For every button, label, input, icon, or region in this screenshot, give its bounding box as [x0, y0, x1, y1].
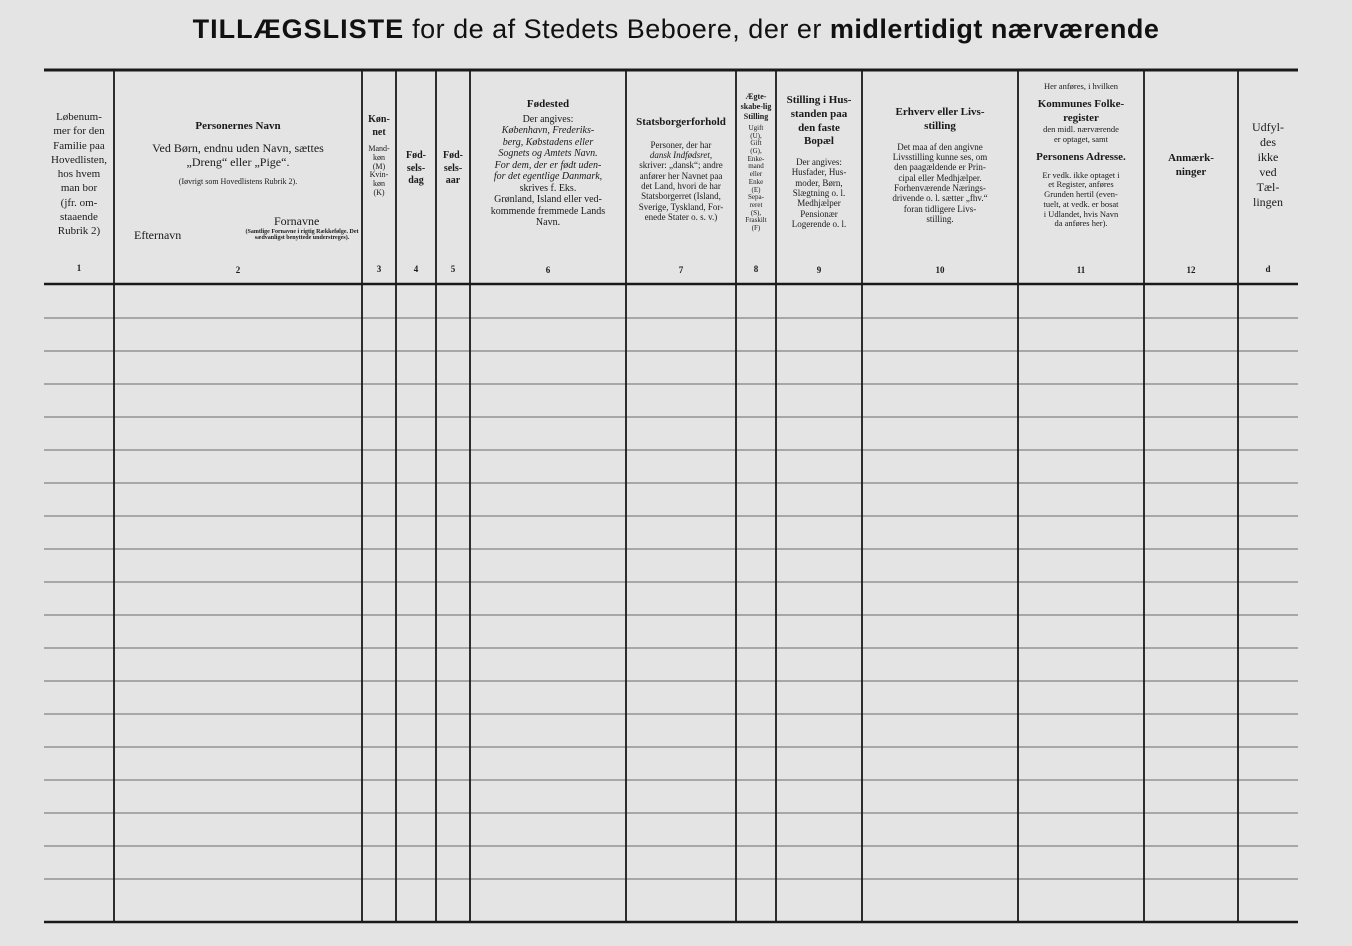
col-2-line: (Iøvrigt som Hovedlistens Rubrik 2). [178, 177, 298, 187]
header-line: drivende o. l. sætter „fhv.“ [892, 193, 988, 204]
name-subheads [114, 215, 362, 257]
header-line: Livsstilling kunne ses, om [892, 151, 988, 162]
header-line: (M) [372, 161, 386, 171]
col-caption: Køn-net [368, 114, 390, 138]
col-caption: Fød-sels-aar [443, 150, 463, 186]
header-line: Sognets og Amtets Navn. [498, 148, 598, 160]
header-line: Kvin- [369, 170, 389, 180]
header-line: stilling. [926, 213, 954, 224]
header-line: Gift [750, 139, 762, 148]
header-line: Sverige, Tyskland, For- [638, 201, 724, 212]
header-line: et Register, anføres [1048, 179, 1114, 190]
header-line: Medhjælper [797, 198, 841, 209]
header-line: (U), [750, 131, 762, 140]
given-names-label: Fornavne [274, 214, 320, 228]
header-line: er optaget, samt [1053, 134, 1109, 145]
header-line: i Udlandet, hvis Navn [1043, 208, 1119, 219]
col-number: d [1265, 263, 1271, 274]
header-line: tuelt, at vedk. er bosat [1043, 198, 1119, 209]
header-line: Personer, der har [650, 139, 712, 150]
col-1-text [51, 110, 107, 239]
header-line: (F) [751, 223, 761, 232]
title-main: TILLÆGSLISTE [192, 14, 405, 44]
col-number: 2 [235, 264, 241, 275]
header-line: man bor [60, 182, 98, 195]
col-number: 12 [1186, 264, 1196, 275]
col-header-10 [862, 70, 1018, 275]
header-line: den midl. nærværende [1043, 124, 1119, 135]
header-line: dansk Indfødsret, [649, 150, 713, 161]
header-line: (S), [750, 208, 762, 217]
header-line: foran tidligere Livs- [903, 203, 977, 214]
col-header-d [1238, 70, 1298, 275]
header-line: Rubrik 2) [57, 225, 101, 238]
col-number: 11 [1076, 264, 1086, 275]
header-line: (G), [750, 147, 762, 156]
header-line: køn [372, 179, 385, 189]
header-line: Enke- [747, 154, 765, 163]
header-line: det Land, hvori de har [641, 181, 721, 192]
col-number: 3 [376, 264, 382, 275]
col-11-text [1043, 125, 1119, 145]
col-10-text [892, 142, 987, 225]
col-caption: Ægte-skabe-lig Stilling [740, 92, 772, 121]
header-line: berg, Købstadens eller [502, 136, 594, 148]
col-number: 9 [816, 264, 822, 275]
col-9-text [792, 157, 847, 229]
header-line: eller [749, 170, 763, 179]
title-emph: midlertidigt nærværende [829, 14, 1160, 44]
col-header-5 [436, 70, 470, 275]
header-line: reret [749, 200, 763, 209]
header-line: mand [748, 162, 764, 171]
header-line: hos hvem [57, 168, 101, 181]
header-line: Ugift [748, 124, 764, 132]
col-3-text [368, 145, 389, 198]
header-line: anfører her Navnet paa [639, 170, 723, 181]
header-line: cipal eller Medhjælper. [898, 172, 982, 183]
header-line: København, Frederiks- [501, 125, 595, 137]
header-line: ved [1259, 165, 1277, 179]
col-number: 7 [678, 264, 684, 275]
header-line: Løbenum- [56, 111, 102, 123]
col-caption: Anmærk-ninger [1168, 152, 1214, 178]
header-line: Grønland, Island eller ved- [494, 194, 602, 206]
header-line: køn [372, 152, 385, 162]
col-caption: Kommunes Folke-register [1037, 97, 1125, 124]
header-line: Tæl- [1256, 180, 1280, 194]
header-line: Der angives: [796, 157, 842, 167]
header-line: Familie paa [53, 139, 105, 152]
col-caption: Erhverv eller Livs-stilling [895, 106, 985, 132]
header-line: Slægtning o. l. [792, 188, 846, 199]
col-number: 5 [450, 264, 456, 275]
col-header-4 [396, 70, 436, 275]
header-line: Hovedlisten, [51, 153, 107, 166]
header-line: Sepa- [748, 193, 764, 202]
col-caption: Personernes Navn [195, 120, 281, 132]
col-caption: Stilling i Hus-standen paa den faste Bopæl [786, 94, 852, 148]
header-line: ikke [1257, 150, 1279, 164]
header-line: Det maa af den angivne [897, 141, 983, 152]
col-caption-2: Personens Adresse. [1036, 150, 1126, 163]
col-header-1 [44, 70, 114, 275]
col-7-text [639, 140, 724, 223]
header-line: Enke [748, 177, 764, 186]
header-line: For dem, der er født uden- [494, 159, 602, 171]
col-11-pre: Her anføres, i hvilken [1043, 81, 1119, 91]
col-caption: Fødested [526, 98, 570, 110]
header-line: mer for den [53, 125, 105, 138]
header-line: enede Stater o. s. v.) [644, 212, 718, 223]
col-8-text [745, 125, 766, 233]
col-number: 1 [76, 263, 82, 274]
col-caption: Fød-sels-dag [406, 150, 426, 186]
header-line: (E) [751, 185, 761, 194]
header-line: da anføres her). [1054, 218, 1108, 229]
title-rest: for de af Stedets Beboere, der er [404, 14, 830, 44]
header-line: lingen [1253, 195, 1283, 209]
header-line: Fraskilt [745, 216, 767, 225]
col-header-7 [626, 70, 736, 275]
surname-label: Efternavn [134, 228, 182, 242]
header-line: staaende [60, 211, 98, 224]
header-line: Logerende o. l. [791, 219, 847, 230]
header-line: for det egentlige Danmark, [493, 171, 603, 183]
col-number: 6 [545, 264, 551, 275]
col-6-text [491, 114, 605, 229]
col-number: 10 [935, 264, 945, 275]
header-line: Udfyl- [1252, 120, 1284, 134]
col-header-6 [470, 70, 626, 275]
header-line: (K) [373, 187, 385, 197]
header-line: Mand- [368, 144, 390, 153]
col-11-text-2 [1042, 171, 1119, 230]
col-header-12 [1144, 70, 1238, 275]
col-number: 4 [413, 264, 419, 275]
header-line: Der angives: [522, 113, 574, 125]
col-d-text [1252, 120, 1284, 210]
col-caption: Statsborgerforhold [636, 116, 726, 128]
col-number: 8 [753, 264, 759, 275]
header-line: Forhenværende Nærings- [894, 182, 986, 193]
header-line: des [1260, 135, 1276, 149]
header-line: skrives f. Eks. [519, 182, 577, 194]
header-line: moder, Børn, [795, 177, 843, 188]
col-header-8 [736, 70, 776, 275]
col-header-3 [362, 70, 396, 275]
col-header-11 [1018, 70, 1144, 275]
header-line: Grunden hertil (even- [1044, 189, 1118, 200]
given-names-note: (Samtlige Fornavne i rigtig Rækkefølge. Det sædvanligst benyttede understreges). [245, 229, 359, 241]
header-line: Statsborgerret (Island, [641, 191, 721, 202]
header-line: Pensionær [800, 208, 838, 219]
header-line: kommende fremmede Lands [490, 205, 606, 217]
header-line: Husfader, Hus- [791, 167, 847, 178]
col-header-2 [114, 70, 362, 275]
col-2-line: Ved Børn, endnu uden Navn, sættes [152, 140, 324, 155]
col-2-line: „Dreng“ eller „Pige“. [186, 154, 290, 169]
header-line: skriver: „dansk“; andre [639, 160, 723, 171]
header-line: (jfr. om- [60, 196, 98, 209]
col-header-9 [776, 70, 862, 275]
header-line: Navn. [535, 217, 561, 229]
header-line: Er vedk. ikke optaget i [1042, 169, 1120, 180]
header-line: den paagældende er Prin- [894, 162, 986, 173]
